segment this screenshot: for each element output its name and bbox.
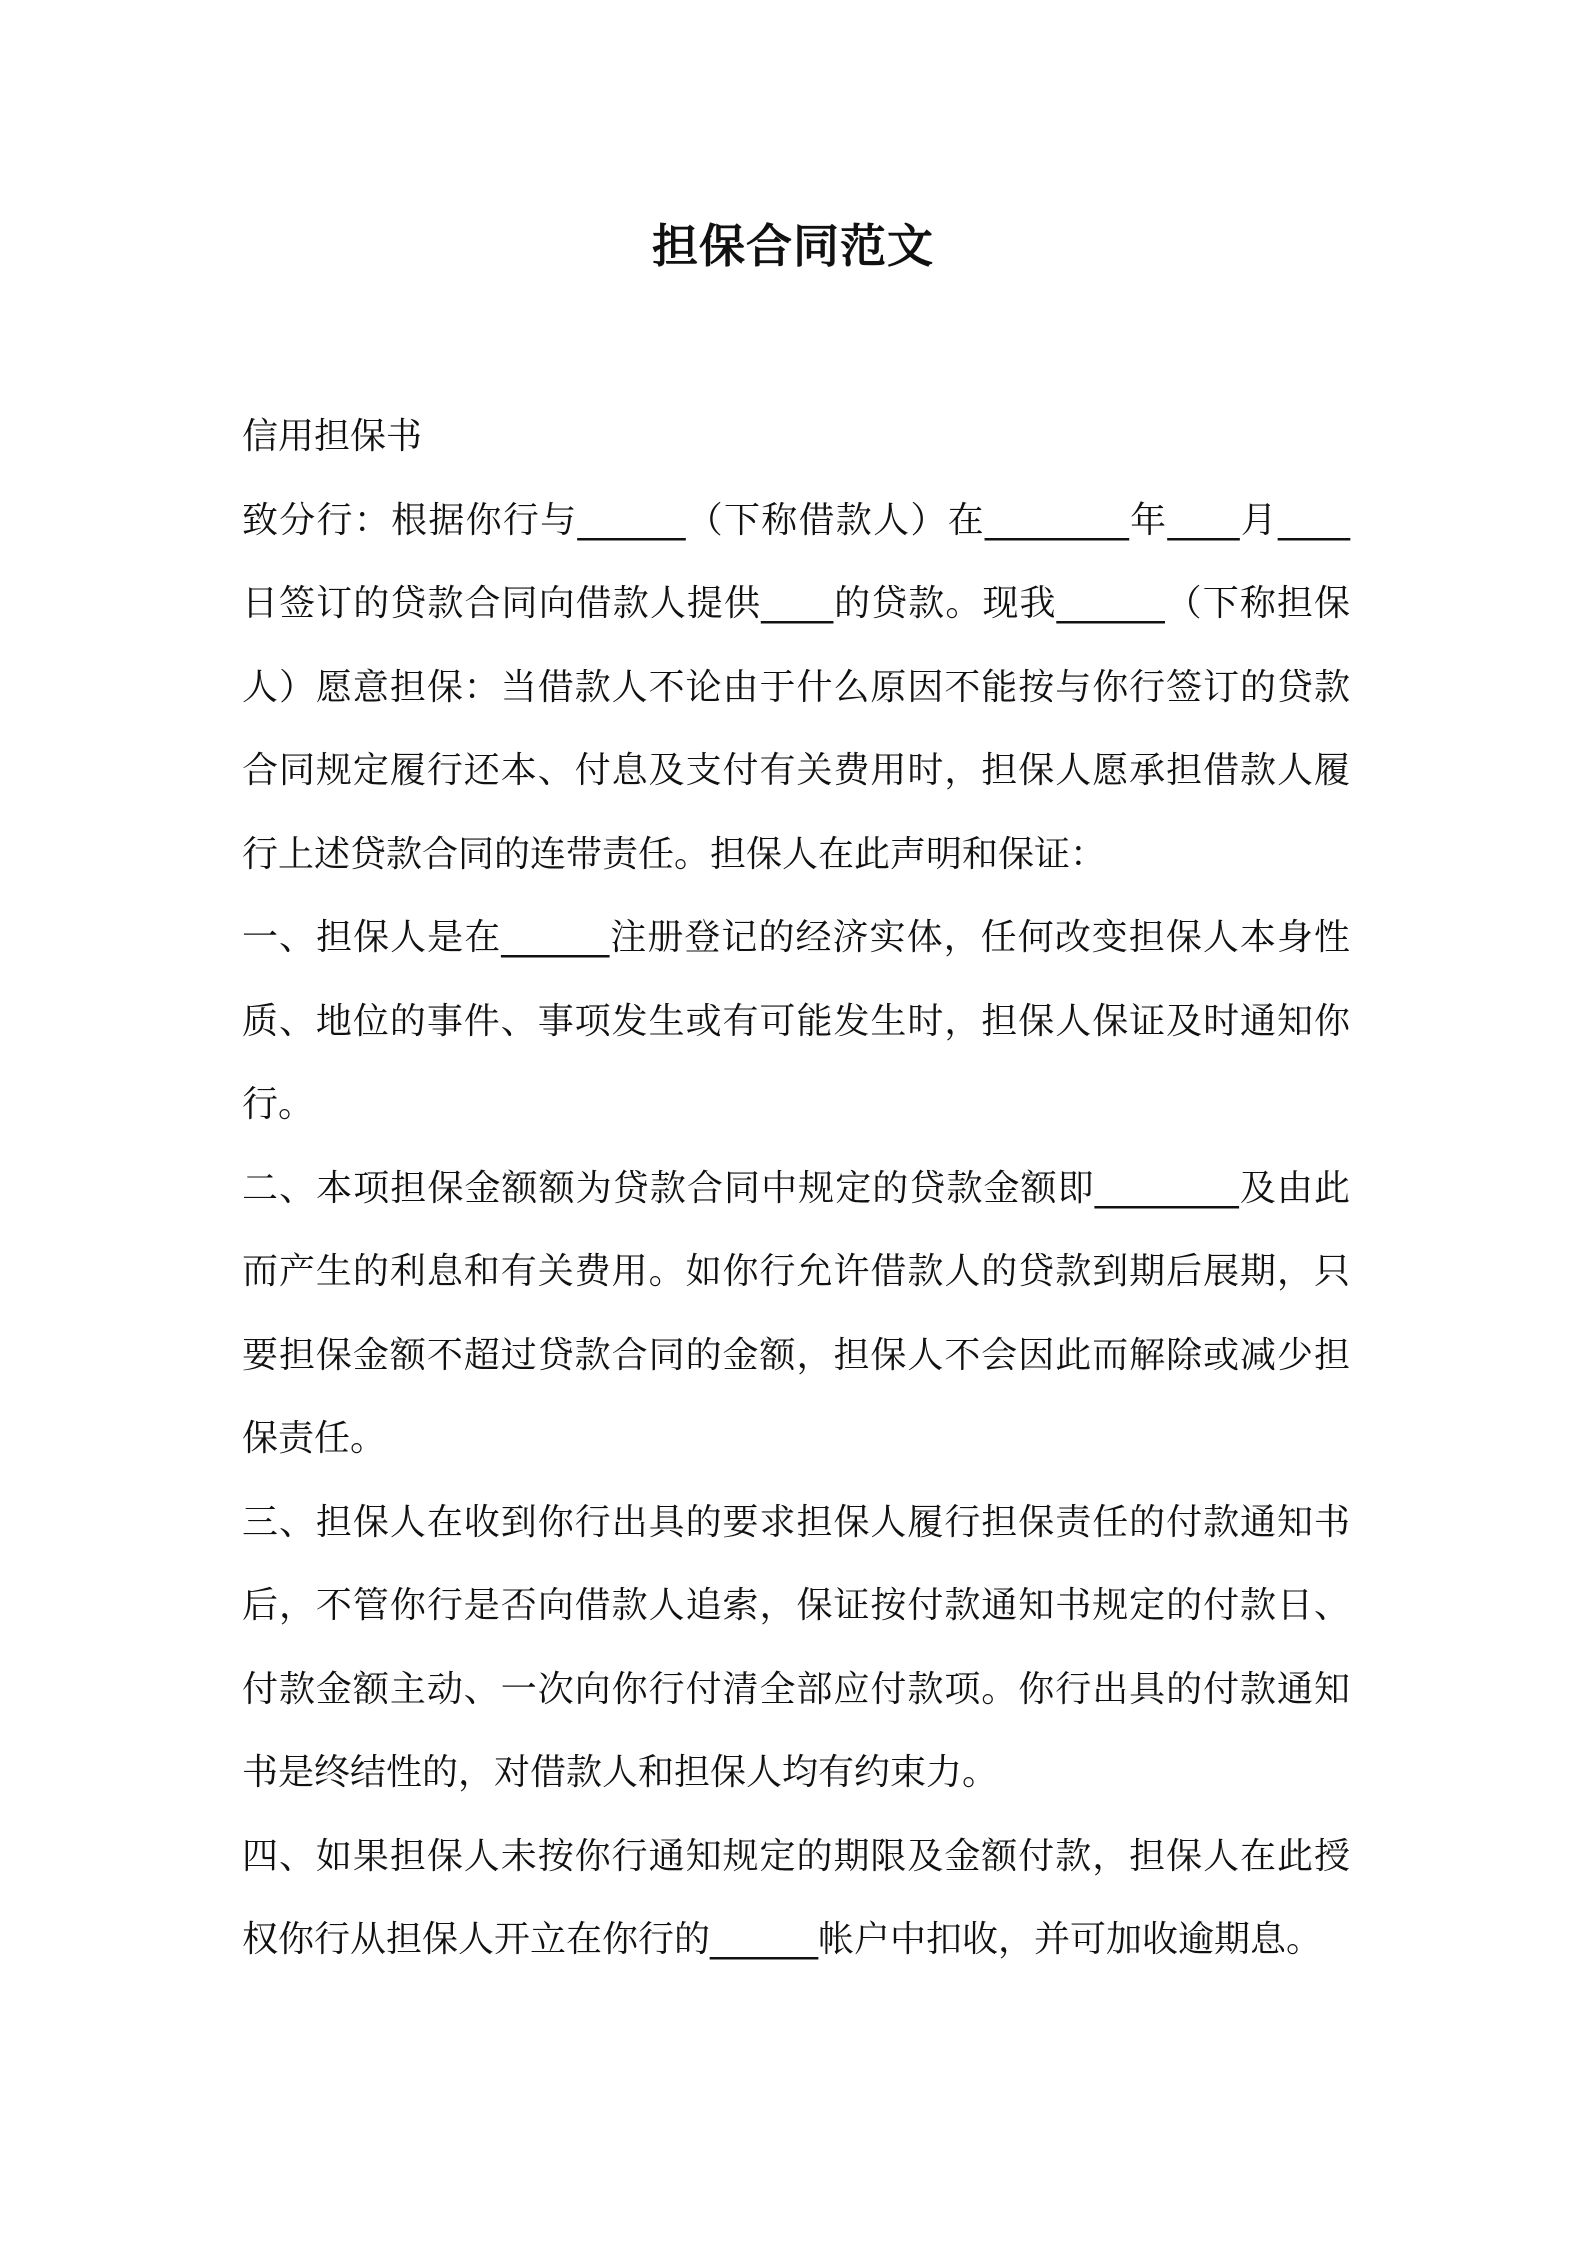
paragraph-clause-4: 四、如果担保人未按你行通知规定的期限及金额付款，担保人在此授权你行从担保人开立在你行的______帐户中扣收，并可加收逾期息。 <box>242 1835 1350 1960</box>
document-body <box>242 395 1350 1982</box>
paragraph-clause-1: 一、担保人是在______注册登记的经济实体，任何改变担保人本身性质、地位的事件、事项发生或有可能发生时，担保人保证及时通知你行。 <box>242 917 1350 1125</box>
paragraph-clause-2: 二、本项担保金额额为贷款合同中规定的贷款金额即________及由此而产生的利息和有关费用。如你行允许借款人的贷款到期后展期，只要担保金额不超过贷款合同的金额，担保人不会因此而解除或减少担保责任。 <box>242 1167 1350 1459</box>
document-title: 担保合同范文 <box>652 219 934 273</box>
document-subtitle: 信用担保书 <box>242 416 423 457</box>
paragraph-intro: 致分行：根据你行与______（下称借款人）在________年____月____日签订的贷款合同向借款人提供____的贷款。现我______（下称担保人）愿意担保：当借款人不论由于什么原因不能按与你行签订的贷款合同规定履行还本、付息及支付有关费用时，担保人愿承担借款人履行上述贷款合同的连带责任。担保人在此声明和保证： <box>242 499 1350 875</box>
paragraph-clause-3: 三、担保人在收到你行出具的要求担保人履行担保责任的付款通知书后，不管你行是否向借款人追索，保证按付款通知书规定的付款日、付款金额主动、一次向你行付清全部应付款项。你行出具的付款通知书是终结性的，对借款人和担保人均有约束力。 <box>242 1501 1350 1793</box>
